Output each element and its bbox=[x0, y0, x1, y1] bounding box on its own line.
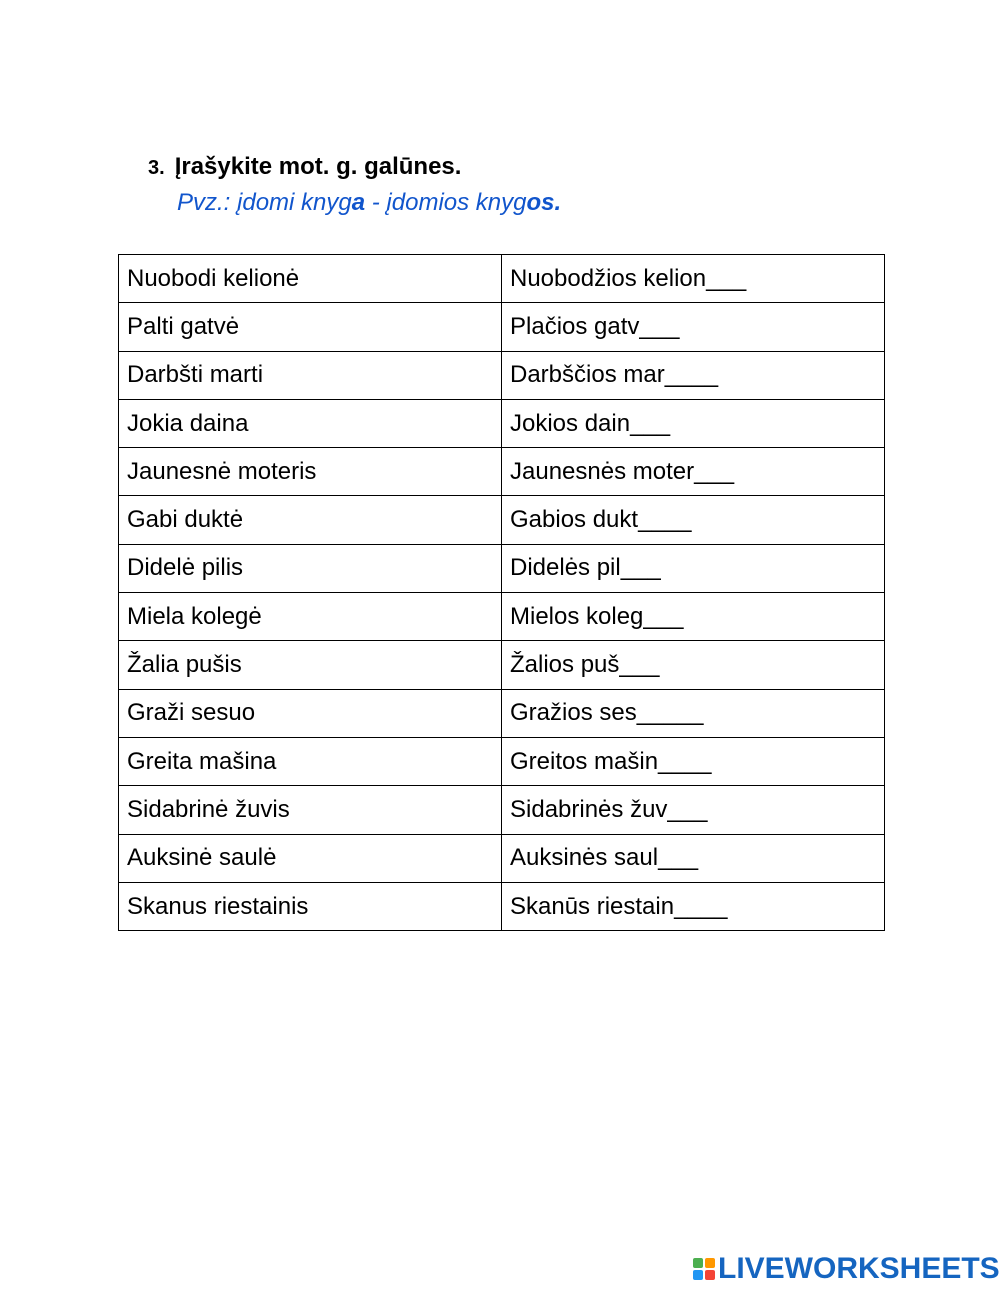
base-phrase-cell: Gabi duktė bbox=[119, 496, 502, 544]
plural-phrase-cell[interactable]: Greitos mašin____ bbox=[502, 737, 885, 785]
logo-square-green bbox=[693, 1258, 703, 1268]
logo-square-orange bbox=[705, 1258, 715, 1268]
table-row bbox=[119, 882, 885, 930]
table-row bbox=[119, 593, 885, 641]
example-prefix: Pvz.: įdomi knyg bbox=[177, 189, 352, 216]
table-row bbox=[119, 255, 885, 303]
table-row bbox=[119, 544, 885, 592]
task-heading bbox=[148, 152, 461, 183]
base-phrase-cell: Žalia pušis bbox=[119, 641, 502, 689]
exercise-table bbox=[118, 254, 885, 931]
base-phrase-cell: Graži sesuo bbox=[119, 689, 502, 737]
table-row bbox=[119, 786, 885, 834]
plural-phrase-cell[interactable]: Gražios ses_____ bbox=[502, 689, 885, 737]
table-row bbox=[119, 351, 885, 399]
liveworksheets-logo-icon bbox=[693, 1258, 715, 1280]
plural-phrase-cell[interactable]: Darbščios mar____ bbox=[502, 351, 885, 399]
plural-phrase-cell[interactable]: Jokios dain___ bbox=[502, 399, 885, 447]
base-phrase-cell: Palti gatvė bbox=[119, 303, 502, 351]
plural-phrase-cell[interactable]: Auksinės saul___ bbox=[502, 834, 885, 882]
plural-phrase-cell[interactable]: Sidabrinės žuv___ bbox=[502, 786, 885, 834]
plural-phrase-cell[interactable]: Žalios puš___ bbox=[502, 641, 885, 689]
base-phrase-cell: Nuobodi kelionė bbox=[119, 255, 502, 303]
plural-phrase-cell[interactable]: Didelės pil___ bbox=[502, 544, 885, 592]
plural-phrase-cell[interactable]: Nuobodžios kelion___ bbox=[502, 255, 885, 303]
exercise-table-body bbox=[119, 255, 885, 931]
table-row bbox=[119, 303, 885, 351]
example-ending-plural: os bbox=[526, 189, 555, 216]
base-phrase-cell: Auksinė saulė bbox=[119, 834, 502, 882]
table-row bbox=[119, 399, 885, 447]
task-title: Įrašykite mot. g. galūnes. bbox=[174, 153, 462, 180]
base-phrase-cell: Skanus riestainis bbox=[119, 882, 502, 930]
plural-phrase-cell[interactable]: Plačios gatv___ bbox=[502, 303, 885, 351]
base-phrase-cell: Miela kolegė bbox=[119, 593, 502, 641]
base-phrase-cell: Greita mašina bbox=[119, 737, 502, 785]
logo-square-blue bbox=[693, 1270, 703, 1280]
example-line bbox=[177, 188, 561, 218]
plural-phrase-cell[interactable]: Gabios dukt____ bbox=[502, 496, 885, 544]
table-row bbox=[119, 496, 885, 544]
table-row bbox=[119, 689, 885, 737]
logo-text: LIVEWORKSHEETS bbox=[718, 1252, 1000, 1285]
base-phrase-cell: Didelė pilis bbox=[119, 544, 502, 592]
base-phrase-cell: Jaunesnė moteris bbox=[119, 448, 502, 496]
table-row bbox=[119, 448, 885, 496]
example-ending-singular: a bbox=[351, 189, 366, 216]
table-row bbox=[119, 737, 885, 785]
base-phrase-cell: Darbšti marti bbox=[119, 351, 502, 399]
task-number: 3. bbox=[148, 157, 165, 179]
plural-phrase-cell[interactable]: Skanūs riestain____ bbox=[502, 882, 885, 930]
plural-phrase-cell[interactable]: Mielos koleg___ bbox=[502, 593, 885, 641]
plural-phrase-cell[interactable]: Jaunesnės moter___ bbox=[502, 448, 885, 496]
base-phrase-cell: Jokia daina bbox=[119, 399, 502, 447]
table-row bbox=[119, 641, 885, 689]
table-row bbox=[119, 834, 885, 882]
example-suffix: . bbox=[554, 189, 562, 216]
example-middle: - įdomios knyg bbox=[365, 189, 527, 216]
base-phrase-cell: Sidabrinė žuvis bbox=[119, 786, 502, 834]
liveworksheets-logo bbox=[693, 1252, 1000, 1286]
logo-square-red bbox=[705, 1270, 715, 1280]
